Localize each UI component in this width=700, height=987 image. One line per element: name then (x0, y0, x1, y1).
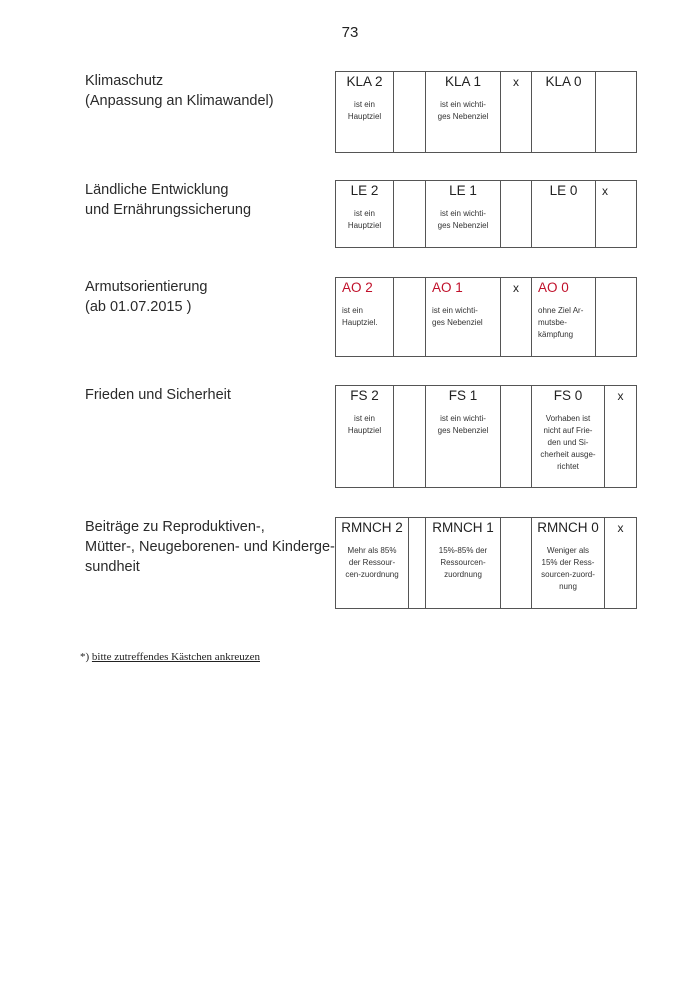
desc-line: sourcen-zuord- (541, 570, 595, 579)
desc-line: ist ein (354, 100, 375, 109)
row-label (85, 180, 251, 220)
desc-line: ges Nebenziel (437, 221, 489, 230)
desc-line: nung (559, 582, 577, 591)
code-label: KLA 0 (545, 74, 582, 89)
code-description (426, 208, 500, 232)
code-description (426, 413, 500, 437)
checkbox-cell-2[interactable] (393, 278, 425, 356)
desc-line: cen-zuordnung (345, 570, 399, 579)
row-label-line: (Anpassung an Klimawandel) (85, 93, 274, 109)
checkbox-cell-2[interactable] (408, 518, 425, 608)
row-label-line: Beiträge zu Reproduktiven-, (85, 519, 265, 535)
desc-line: Hauptziel. (342, 318, 378, 327)
code-label: LE 0 (549, 183, 578, 198)
code-label: AO 1 (432, 280, 463, 295)
desc-line: der Ressour- (348, 558, 396, 567)
desc-line: Vorhaben ist (545, 414, 591, 423)
code-description (538, 305, 595, 341)
marker-grid (335, 71, 637, 153)
cell-code-1 (425, 386, 500, 487)
desc-line: zuordnung (444, 570, 482, 579)
cell-code-2 (336, 386, 393, 487)
desc-line: mutsbe- (538, 318, 567, 327)
check-mark: x (513, 75, 519, 89)
row-label-line: Ländliche Entwicklung (85, 182, 229, 198)
row-label-line: und Ernährungssicherung (85, 202, 252, 218)
footnote-text: bitte zutreffendes Kästchen ankreuzen (91, 651, 260, 663)
checkbox-cell-2[interactable] (393, 181, 425, 247)
desc-line: ist ein wichti- (440, 414, 486, 423)
check-mark: x (602, 184, 608, 198)
code-description (336, 545, 408, 581)
code-label: LE 1 (449, 183, 477, 198)
marker-grid (335, 517, 637, 609)
code-label: RMNCH 0 (537, 520, 599, 535)
code-label: FS 1 (448, 388, 478, 403)
cell-code-1 (425, 278, 500, 356)
checkbox-cell-1[interactable] (500, 181, 531, 247)
row-label-line: sundheit (85, 559, 140, 575)
row-label-line: Armutsorientierung (85, 279, 208, 295)
checkbox-cell-2[interactable] (393, 386, 425, 487)
code-label: LE 2 (350, 183, 379, 198)
checkbox-cell-0[interactable] (595, 72, 636, 152)
marker-grid (335, 180, 637, 248)
desc-line: ges Nebenziel (437, 426, 489, 435)
row-label-line: Mütter-, Neugeborenen- und Kinderge- (85, 539, 335, 555)
code-description (532, 545, 604, 593)
checkbox-cell-1[interactable] (500, 278, 531, 356)
checkbox-cell-0[interactable] (604, 386, 636, 487)
desc-line: ohne Ziel Ar- (538, 306, 584, 315)
code-description (342, 305, 393, 329)
row-label-line: Klimaschutz (85, 73, 164, 89)
desc-line: ist ein wichti- (440, 209, 486, 218)
cell-code-1 (425, 518, 500, 608)
desc-line: Hauptziel (347, 112, 382, 121)
checkbox-cell-0[interactable] (604, 518, 636, 608)
desc-line: ist ein (354, 414, 375, 423)
desc-line: Mehr als 85% (347, 546, 397, 555)
desc-line: Hauptziel (347, 426, 382, 435)
check-mark: x (617, 521, 624, 535)
desc-line: ist ein (342, 306, 363, 315)
row-label (85, 517, 335, 577)
cell-code-1 (425, 181, 500, 247)
code-description (336, 208, 393, 232)
desc-line: den und Si- (547, 438, 589, 447)
code-label: RMNCH 2 (341, 520, 403, 535)
marker-grid (335, 277, 637, 357)
desc-line: ist ein wichti- (432, 306, 478, 315)
desc-line: Ressourcen- (440, 558, 486, 567)
desc-line: cherheit ausge- (540, 450, 596, 459)
cell-code-0 (531, 518, 604, 608)
desc-line: nicht auf Frie- (543, 426, 593, 435)
code-description (532, 413, 604, 473)
checkbox-cell-1[interactable] (500, 386, 531, 487)
desc-line: ist ein (354, 209, 375, 218)
cell-code-0 (531, 72, 595, 152)
code-label: FS 2 (350, 388, 379, 403)
code-label: FS 0 (553, 388, 583, 403)
page-number: 73 (341, 24, 359, 41)
desc-line: ges Nebenziel (437, 112, 489, 121)
desc-line: richtet (557, 462, 579, 471)
row-label (85, 277, 208, 317)
row-label (85, 385, 231, 405)
desc-line: Hauptziel (347, 221, 382, 230)
desc-line: 15%-85% der (438, 546, 488, 555)
cell-code-2 (336, 518, 408, 608)
footnote-marker: *) (80, 651, 90, 663)
desc-line: ist ein wichti- (440, 100, 486, 109)
code-description (432, 305, 500, 329)
code-label: KLA 2 (346, 74, 383, 89)
code-description (336, 99, 393, 123)
cell-code-2 (336, 181, 393, 247)
cell-code-0 (531, 278, 595, 356)
checkbox-cell-1[interactable] (500, 72, 531, 152)
desc-line: Weniger als (546, 546, 590, 555)
desc-line: ges Nebenziel (432, 318, 483, 327)
cell-code-2 (336, 72, 393, 152)
row-label-line: Frieden und Sicherheit (85, 387, 231, 403)
code-description (426, 545, 500, 581)
marker-grid (335, 385, 637, 488)
cell-code-2 (336, 278, 393, 356)
footnote (80, 651, 260, 663)
cell-code-0 (531, 181, 595, 247)
checkbox-cell-0[interactable] (595, 278, 636, 356)
desc-line: 15% der Ress- (541, 558, 595, 567)
code-label: RMNCH 1 (432, 520, 494, 535)
code-label: AO 0 (538, 280, 569, 295)
cell-code-1 (425, 72, 500, 152)
row-label-line: (ab 01.07.2015 ) (85, 299, 192, 315)
check-mark: x (617, 389, 624, 403)
code-label: AO 2 (342, 280, 373, 295)
checkbox-cell-2[interactable] (393, 72, 425, 152)
row-label (85, 71, 274, 111)
check-mark: x (513, 281, 519, 295)
desc-line: kämpfung (538, 330, 574, 339)
code-description (426, 99, 500, 123)
checkbox-cell-0[interactable] (595, 181, 636, 247)
checkbox-cell-1[interactable] (500, 518, 531, 608)
cell-code-0 (531, 386, 604, 487)
code-description (336, 413, 393, 437)
code-label: KLA 1 (444, 74, 482, 89)
